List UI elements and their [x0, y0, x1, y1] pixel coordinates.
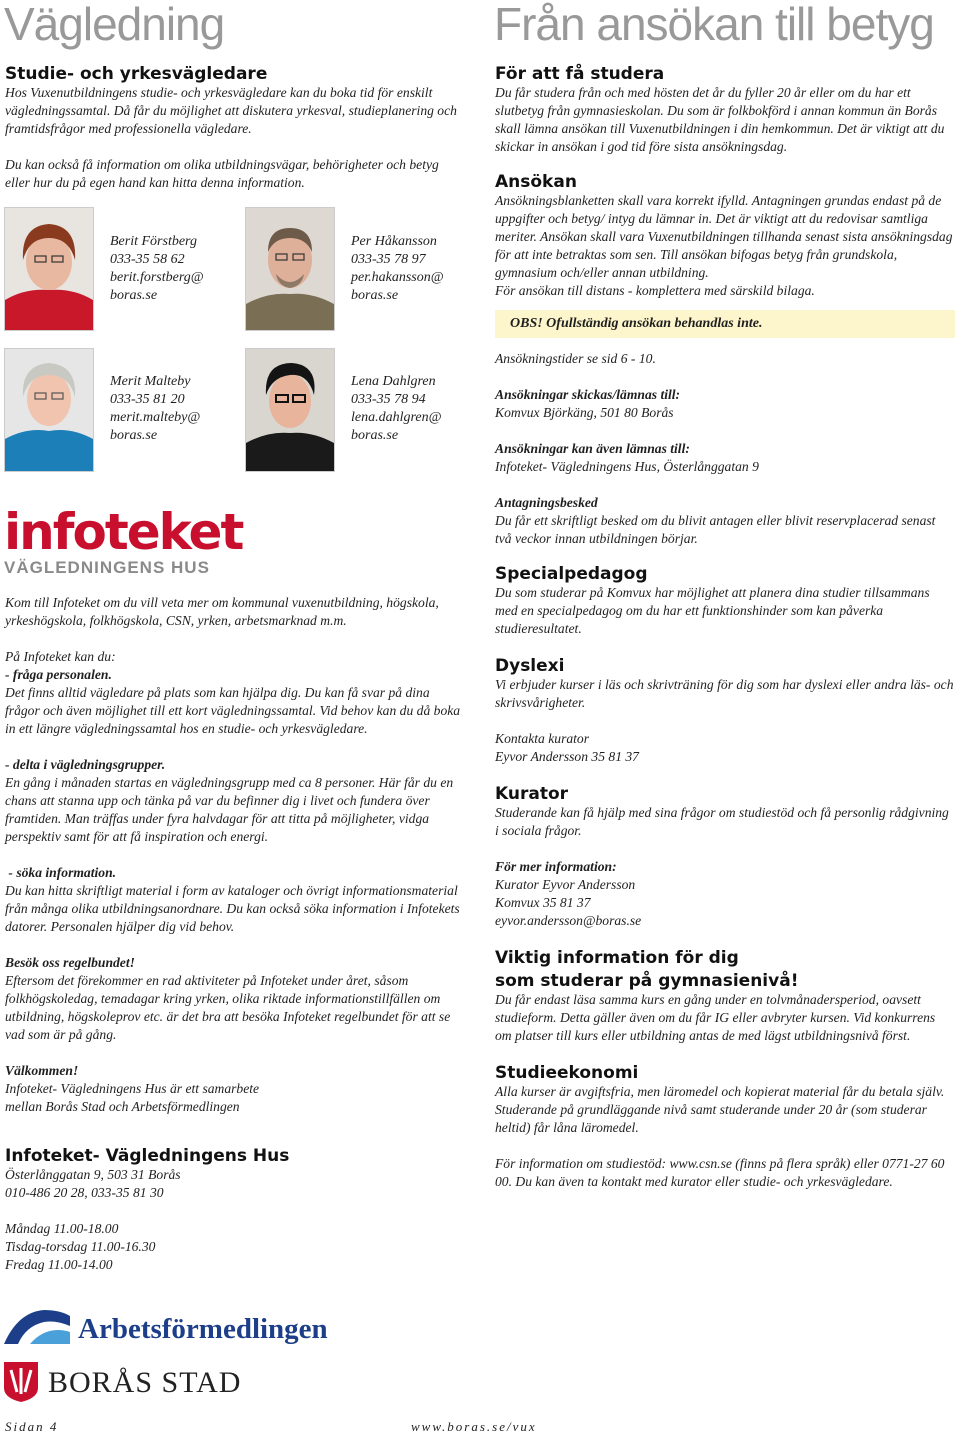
- contact-phone: 033-35 58 62: [110, 252, 185, 267]
- arbetsformedlingen-logo: [4, 1308, 344, 1348]
- decision-text: Du får ett skriftligt besked om du blivit antagen eller blivit reservplacerad senast två veckor innan utbildningen börjar.: [495, 513, 936, 546]
- contact-berit: [110, 233, 204, 305]
- infoteket-logo-word: infoteket: [4, 503, 243, 561]
- infoteket-logo: [4, 503, 243, 578]
- send-address: Komvux Björkäng, 501 80 Borås: [495, 405, 674, 420]
- ask-text: Det finns alltid vägledare på plats som kan hjälpa dig. Du kan få svar på dina frågor och även möjlighet till ett kort vägledningssamtal. Vid behov kan du då boka in ett längre vägledningssamtal hos en studie- och yrkesvägledare.: [5, 685, 461, 736]
- study-heading: För att få studera: [495, 64, 665, 84]
- study-text: Du får studera från och med hösten det år du fyller 20 år eller om du har ett slutbetyg från gymnasieskolan. Du som är folkbokförd i annan kommun än Borås skall lämna ansökan till Vuxenutbildningen i din hemkommun. Det är viktigt att du skickar in ansökan i god tid före sista ansökningsdag.: [495, 85, 945, 154]
- econ-text-csn: För information om studiestöd: www.csn.se (finns på flera språk) eller 0771-27 60 00. Du kan även ta kontakt med kurator eller studie- och yrkesvägledare.: [495, 1156, 945, 1189]
- boras-stad-wordmark: BORÅS STAD: [48, 1366, 242, 1399]
- house-section: [5, 1146, 465, 1274]
- photo-per: [245, 207, 335, 331]
- more-info-line-2: Komvux 35 81 37: [495, 895, 591, 910]
- arbetsformedlingen-mark-icon: [4, 1308, 70, 1344]
- send-title: Ansökningar skickas/lämnas till:: [495, 387, 681, 402]
- application-times: Ansökningstider se sid 6 - 10.: [495, 351, 656, 366]
- sped-text: Du som studerar på Komvux har möjlighet att planera dina studier tillsammans med en specialpedagog om du har ett funktionshinder som kan påverka studieresultatet.: [495, 585, 930, 636]
- right-page-title: Från ansökan till betyg: [494, 0, 934, 50]
- contact-email: per.hakansson@: [351, 270, 444, 285]
- search-title: - söka information.: [5, 865, 117, 880]
- arbetsformedlingen-wordmark: Arbetsförmedlingen: [78, 1313, 328, 1345]
- photo-berit: [4, 207, 94, 331]
- decision-title: Antagningsbesked: [495, 495, 598, 510]
- left-page-title: Vägledning: [4, 0, 225, 50]
- also-title: Ansökningar kan även lämnas till:: [495, 441, 690, 456]
- search-text: Du kan hitta skriftligt material i form av kataloger och övrigt informationsmaterial från många olika utbildningsanordnare. Du kan också söka information i Infotekets datorer. Personalen hjälper dig vid behov.: [5, 883, 460, 934]
- photo-lena: [245, 348, 335, 472]
- contact-email-domain: boras.se: [110, 288, 158, 303]
- welcome-line-2: mellan Borås Stad och Arbetsförmedlingen: [5, 1099, 240, 1114]
- contact-name: Per Håkansson: [351, 234, 437, 249]
- footer-url: www.boras.se/vux: [411, 1419, 537, 1434]
- footer-page-number: Sidan 4: [5, 1419, 59, 1434]
- house-phones: 010-486 20 28, 033-35 81 30: [5, 1185, 164, 1200]
- contact-email: berit.forstberg@: [110, 270, 204, 285]
- counselors-heading: Studie- och yrkesvägledare: [5, 64, 268, 84]
- boras-crest-icon: [4, 1362, 38, 1402]
- apply-text: Ansökningsblanketten skall vara korrekt ifylld. Antagningen grundas endast på de uppgifter och betyg/ intyg du lämnar in. Det är viktigt att du redovisar samtliga meriter. Ansökan skall vara Vuxenutbildningen tillhanda senast sista ansökningsdag för att inte betraktas som sen. Till ansökan bifogas betyg från grundskola, gymnasium och/eller annan utbildning.: [495, 193, 953, 280]
- contact-email: lena.dahlgren@: [351, 410, 442, 425]
- econ-text: Alla kurser är avgiftsfria, men läromedel och kopierat material får du betala själv. Studerande på grundläggande nivå samt studerande under 20 år (som studerar heltid) får låna läromedel.: [495, 1084, 945, 1135]
- contact-phone: 033-35 81 20: [110, 392, 185, 407]
- also-address: Infoteket- Vägledningens Hus, Österlånggatan 9: [495, 459, 759, 474]
- photo-merit: [4, 348, 94, 472]
- dyslexi-contact-name: Eyvor Andersson 35 81 37: [495, 749, 639, 764]
- contact-email-domain: boras.se: [110, 428, 158, 443]
- dyslexi-text: Vi erbjuder kurser i läs och skrivträning för dig som har dyslexi eller andra läs- och skrivsvårigheter.: [495, 677, 954, 710]
- hours-tue-thu: Tisdag-torsdag 11.00-16.30: [5, 1239, 156, 1254]
- house-heading: Infoteket- Vägledningens Hus: [5, 1146, 290, 1166]
- sped-heading: Specialpedagog: [495, 564, 648, 584]
- apply-text-distance: För ansökan till distans - komplettera med särskild bilaga.: [495, 283, 815, 298]
- welcome-title: Välkommen!: [5, 1063, 79, 1078]
- obs-notice: OBS! Ofullständig ansökan behandlas inte.: [495, 310, 955, 338]
- gym-heading-line-1: Viktig information för dig: [495, 948, 739, 968]
- ask-title: - fråga personalen.: [5, 667, 112, 682]
- groups-title: - delta i vägledningsgrupper.: [5, 757, 166, 772]
- hours-friday: Fredag 11.00-14.00: [5, 1257, 113, 1272]
- contact-phone: 033-35 78 97: [351, 252, 426, 267]
- counselors-section: [5, 64, 465, 192]
- counselors-paragraph-2: Du kan också få information om olika utbildningsvägar, behörigheter och betyg eller hur du på egen hand kan hitta denna information.: [5, 157, 439, 190]
- more-info-email: eyvor.andersson@boras.se: [495, 913, 642, 928]
- gym-heading-line-2: som studerar på gymnasienivå!: [495, 971, 799, 991]
- right-column: [495, 64, 955, 1191]
- dyslexi-heading: Dyslexi: [495, 656, 565, 676]
- visit-text: Eftersom det förekommer en rad aktiviteter på Infoteket under året, såsom folkhögskoledag, temadagar kring yrken, olika riktade informationstillfällen om utbildning, högskoleprov etc. är det bra att besöka Infoteket regelbundet för att se vad som är på gång.: [5, 973, 451, 1042]
- contact-lena: [351, 373, 442, 445]
- contact-phone: 033-35 78 94: [351, 392, 426, 407]
- gym-text: Du får endast läsa samma kurs en gång under en tolvmånadersperiod, oavsett studieform. Detta gäller även om du får IG eller avbryter kursen. Vid konkurrens om platser till kurs eller utbildning antas de med lägst utbildningsnivå först.: [495, 992, 936, 1043]
- contact-merit: [110, 373, 200, 445]
- contact-email-domain: boras.se: [351, 428, 399, 443]
- dyslexi-contact-label: Kontakta kurator: [495, 731, 590, 746]
- contact-name: Berit Förstberg: [110, 234, 197, 249]
- more-info-title: För mer information:: [495, 859, 617, 874]
- hours-monday: Måndag 11.00-18.00: [5, 1221, 119, 1236]
- can-do-label: På Infoteket kan du:: [5, 649, 116, 664]
- kurator-heading: Kurator: [495, 784, 569, 804]
- counselors-paragraph-1: Hos Vuxenutbildningens studie- och yrkesvägledare kan du boka tid för enskilt vägledningssamtal. Då får du möjlighet att diskutera yrkesval, studieplanering och framtidsfrågor med professionella vägledare.: [5, 85, 457, 136]
- groups-text: En gång i månaden startas en vägledningsgrupp med ca 8 personer. Här får du en chans att stanna upp och tänka på var du befinner dig i livet och fundera över framtiden. Man träffas under fyra halvdagar för att titta på möjligheter, vidga perspektiv samt för att få inspiration och energi.: [5, 775, 454, 844]
- welcome-line-1: Infoteket- Vägledningens Hus är ett samarbete: [5, 1081, 260, 1096]
- econ-heading: Studieekonomi: [495, 1063, 639, 1083]
- contact-per: [351, 233, 444, 305]
- house-address: Österlånggatan 9, 503 31 Borås: [5, 1167, 181, 1182]
- contact-name: Lena Dahlgren: [351, 374, 436, 389]
- more-info-line-1: Kurator Eyvor Andersson: [495, 877, 636, 892]
- visit-title: Besök oss regelbundet!: [5, 955, 135, 970]
- infoteket-intro: Kom till Infoteket om du vill veta mer om kommunal vuxenutbildning, högskola, yrkeshögskola, folkhögskola, CSN, yrken, arbetsmarknad m.m.: [5, 595, 439, 628]
- kurator-text: Studerande kan få hjälp med sina frågor om studiestöd och få personlig rådgivning i sociala frågor.: [495, 805, 949, 838]
- contact-name: Merit Malteby: [110, 374, 191, 389]
- boras-stad-logo: [4, 1362, 264, 1404]
- infoteket-logo-tagline: VÄGLEDNINGENS HUS: [4, 558, 210, 577]
- apply-heading: Ansökan: [495, 172, 577, 192]
- infoteket-info: [5, 594, 465, 1116]
- contact-email-domain: boras.se: [351, 288, 399, 303]
- contact-email: merit.malteby@: [110, 410, 201, 425]
